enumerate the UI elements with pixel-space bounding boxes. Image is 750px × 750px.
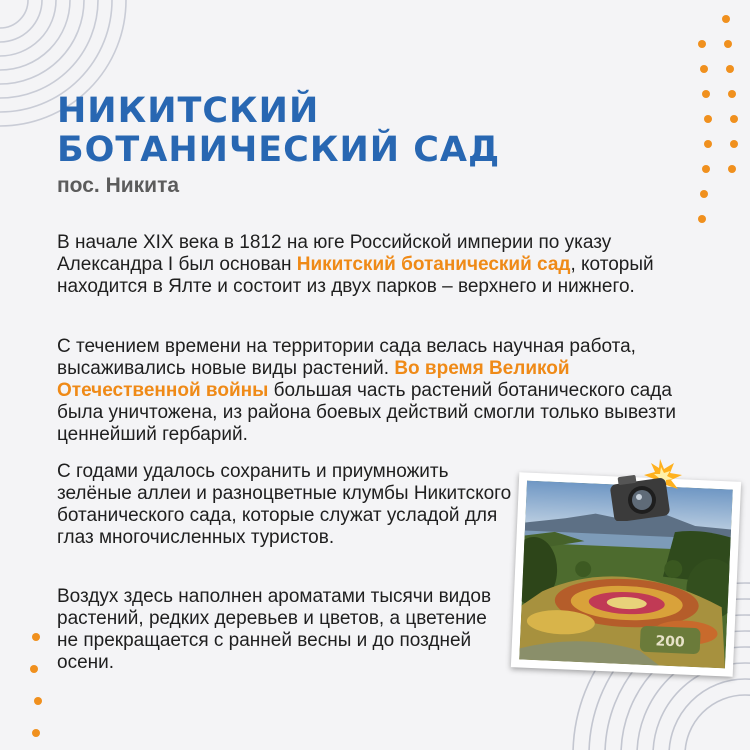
orange-dots-top-right	[690, 10, 750, 230]
title-line-2: БОТАНИЧЕСКИЙ САД	[57, 130, 501, 170]
camera-with-flash-icon	[608, 457, 690, 521]
highlight-war: Во время Великой Отечественной войны	[57, 358, 570, 401]
page-title	[57, 92, 500, 170]
title-line-1: НИКИТСКИЙ	[57, 91, 320, 131]
paragraph-history: С течением времени на территории сада велась научная работа, высаживались новые виды растений. Во время Великой Отечественной войны большая часть растений ботанического сада была уничтожена, из района боевых действий смогли только вывезти ценнейший гербарий.	[57, 336, 677, 445]
paragraph-aromas: Воздух здесь наполнен ароматами тысячи видов растений, редких деревьев и цветов, а цветение не прекращается с ранней весны и до поздней осени.	[57, 586, 492, 673]
highlight-garden-name: Никитский ботанический сад	[296, 254, 571, 275]
location-subtitle: пос. Никита	[57, 174, 180, 197]
paragraph-alleys: С годами удалось сохранить и приумножить зелёные аллеи и разноцветные клумбы Никитского ботанического сада, которые служат усладой для глаз многочисленных туристов.	[57, 461, 512, 548]
orange-dots-bottom-left	[22, 625, 62, 750]
flowerbed-number: 200	[655, 633, 686, 651]
paragraph-founding: В начале XIX века в 1812 на юге Российской империи по указу Александра I был основан Никитский ботанический сад, который находится в Ялте и состоит из двух парков – верхнего и нижнего.	[57, 232, 654, 297]
